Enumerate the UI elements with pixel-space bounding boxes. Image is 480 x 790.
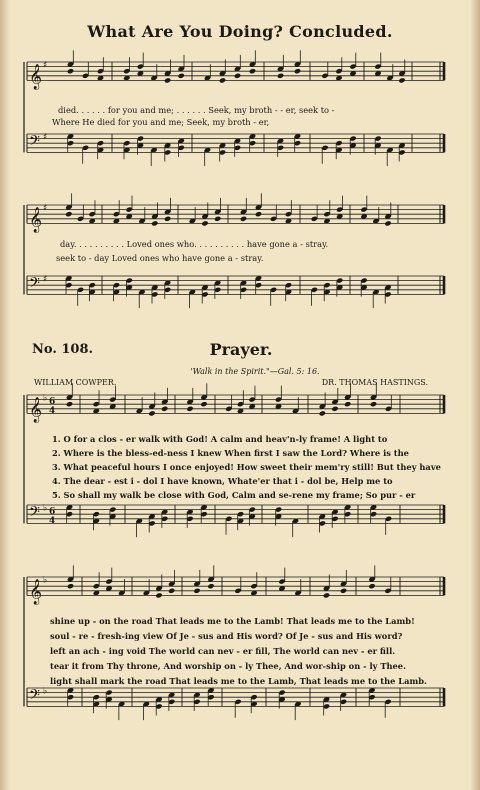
hymn1-title: What Are You Doing? Concluded. — [87, 22, 393, 41]
verse-5-line-2: light shall mark the road That leads me to the Lamb, That leads me to the Lamb. — [50, 676, 427, 686]
notehead — [148, 410, 155, 416]
notehead — [200, 401, 207, 407]
bass-clef-icon: 𝄢 — [29, 686, 40, 707]
verse-3-line-1: 3. What peaceful hours I once enjoyed! How sweet their mem'ry still! But they have — [52, 462, 441, 472]
notehead — [294, 68, 301, 74]
notehead — [255, 211, 262, 217]
time-signature-bottom: 4 — [49, 406, 56, 417]
notehead — [168, 588, 175, 594]
notehead — [344, 401, 351, 407]
notehead — [323, 592, 330, 598]
time-signature-top: 6 — [49, 397, 56, 408]
notehead — [214, 216, 221, 222]
flat-icon: ♭ — [43, 575, 48, 586]
notehead — [161, 406, 168, 412]
notehead — [249, 68, 256, 74]
treble-clef-icon: 𝄞 — [29, 579, 43, 605]
notehead — [67, 68, 74, 74]
bass-clef-icon: 𝄢 — [29, 503, 40, 524]
notehead — [219, 77, 226, 83]
treble-clef-icon: 𝄞 — [29, 397, 43, 423]
flat-icon: ♭ — [43, 686, 48, 697]
notehead — [66, 401, 73, 407]
notehead — [207, 583, 214, 589]
verse-1-line-2: shine up - on the road That leads me to the Lamb! That leads me to the Lamb! — [50, 616, 415, 626]
notehead — [368, 583, 375, 589]
notehead — [277, 73, 284, 79]
author-credit: WILLIAM COWPER. — [34, 378, 117, 387]
verse-2-line-2: soul - re - fresh-ing view Of Je - sus and His word? Of Je - sus and His word? — [50, 631, 403, 641]
scripture-reference: 'Walk in the Spirit."—Gal. 5: 16. — [190, 367, 320, 376]
notehead — [65, 211, 72, 217]
notehead — [155, 592, 162, 598]
notehead — [178, 73, 185, 79]
notehead — [67, 583, 74, 589]
verse-4-line-1: 4. The dear - est i - dol I have known, Whate'er that i - dol be, Help me to — [52, 476, 393, 486]
hymn1-lyric-line-4: seek to - day Loved ones who have gone a - stray. — [56, 253, 264, 263]
sharp-icon: ♯ — [43, 60, 48, 71]
notehead — [370, 401, 377, 407]
verse-5-line-1: 5. So shall my walk be close with God, Calm and se-rene my frame; So pur - er — [52, 490, 416, 500]
hymn1-lyric-line-3: day. . . . . . . . . . Loved ones who. . . . . . . . . . have gone a - stray. — [60, 239, 329, 249]
hymn2-title: Prayer. — [209, 340, 273, 359]
notehead — [201, 220, 208, 226]
hymn-number: No. 108. — [32, 342, 94, 357]
flat-icon: ♭ — [43, 503, 48, 514]
notehead — [340, 588, 347, 594]
notehead — [398, 77, 405, 83]
bass-clef-icon: 𝄢 — [29, 274, 40, 295]
notehead — [193, 588, 200, 594]
sharp-icon: ♯ — [43, 274, 48, 285]
notehead — [234, 73, 241, 79]
notehead — [331, 406, 338, 412]
hymn1-lyric-line-1: died. . . . . . for you and me; . . . . . . Seek, my broth - - er, seek to - — [58, 105, 335, 115]
notehead — [151, 220, 158, 226]
composer-credit: DR. THOMAS HASTINGS. — [321, 378, 428, 387]
notehead — [164, 77, 171, 83]
time-signature-top: 6 — [49, 507, 56, 518]
verse-1-line-1: 1. O for a clos - er walk with God! A calm and heav'n-ly frame! A light to — [52, 434, 388, 444]
notehead — [240, 216, 247, 222]
time-signature-bottom: 4 — [49, 516, 56, 527]
verse-4-line-2: tear it from Thy throne, And worship on - ly Thee, And wor-ship on - ly Thee. — [50, 661, 406, 671]
bass-clef-icon: 𝄢 — [29, 132, 40, 153]
treble-clef-icon: 𝄞 — [29, 64, 43, 90]
sharp-icon: ♯ — [43, 132, 48, 143]
hymn1-lyric-line-2: Where He died for you and me; Seek, my broth - er, — [52, 117, 270, 127]
verse-3-line-2: left an ach - ing void The world can nev - er fill, The world can nev - er fill. — [50, 646, 396, 656]
notehead — [319, 410, 326, 416]
treble-clef-icon: 𝄞 — [29, 207, 43, 233]
notehead — [384, 220, 391, 226]
sharp-icon: ♯ — [43, 203, 48, 214]
flat-icon: ♭ — [43, 393, 48, 404]
verse-2-line-1: 2. Where is the bless-ed-ness I knew When first I saw the Lord? Where is the — [52, 448, 409, 458]
notehead — [186, 406, 193, 412]
notehead — [164, 216, 171, 222]
